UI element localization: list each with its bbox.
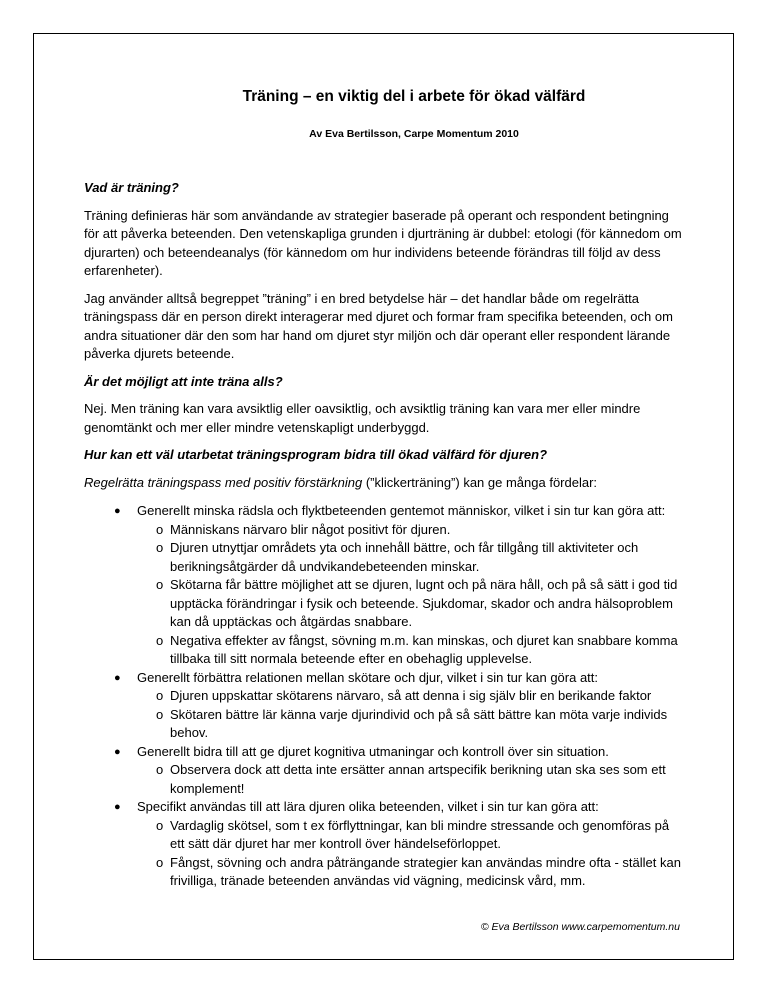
benefits-list xyxy=(84,502,684,891)
sub-bullet-icon: o xyxy=(156,540,164,555)
sub-list-item-text: Negativa effekter av fångst, sövning m.m. kan minskas, och djuret kan snabbare komma tillbaka till sitt normala beteende efter en obehaglig upplevelse. xyxy=(170,632,678,666)
sub-bullet-icon: o xyxy=(156,632,164,648)
sub-list-item-text: Människans närvaro blir något positivt för djuren. xyxy=(170,521,451,537)
list-item xyxy=(84,798,684,891)
paragraph-answer: Nej. Men träning kan vara avsiktlig eller oavsiktlig, och avsiktlig träning kan vara mer eller mindre genomtänkt och mer eller mindre vetenskapligt underbyggd. xyxy=(84,401,641,435)
sub-bullet-icon: o xyxy=(156,521,164,537)
sub-list xyxy=(137,521,684,669)
sub-list-item-text: Skötarna får bättre möjlighet att se djuren, lugnt och på nära håll, och på så sätt i god tid upptäcka förändringar i fysik och beteende. Sjukdomar, skador och andra hälsoproblem kan då upptäckas och åtgärdas snabbare. xyxy=(170,577,678,629)
sub-list-item xyxy=(137,761,684,798)
paragraph-benefits-intro xyxy=(84,474,684,493)
heading-what-is-training: Vad är träning? xyxy=(84,180,179,195)
sub-list-item xyxy=(137,854,684,891)
list-item-text: Generellt förbättra relationen mellan skötare och djur, vilket i sin tur kan göra att: xyxy=(137,669,599,685)
sub-list-item xyxy=(137,521,684,540)
sub-list-item xyxy=(137,817,684,854)
sub-list xyxy=(137,761,684,798)
sub-list-item-text: Djuren utnyttjar områdets yta och innehåll bättre, och får tillgång till aktiviteter och berikningsåtgärder då undvikandebeteenden minskar. xyxy=(170,540,639,574)
bullet-icon: ● xyxy=(114,801,121,813)
list-item-text: Generellt bidra till att ge djuret kognitiva utmaningar och kontroll över sin situation. xyxy=(137,743,609,759)
sub-bullet-icon: o xyxy=(156,688,164,703)
list-item-text: Specifikt användas till att lära djuren olika beteenden, vilket i sin tur kan göra att: xyxy=(137,799,599,814)
sub-list-item xyxy=(137,632,684,669)
list-item xyxy=(84,743,684,799)
bullet-icon: ● xyxy=(114,671,121,684)
sub-list-item-text: Observera dock att detta inte ersätter annan artspecifik berikning utan ska ses som ett komplement! xyxy=(170,762,666,796)
list-item-text: Generellt minska rädsla och flyktbeteenden gentemot människor, vilket i sin tur kan göra att: xyxy=(137,503,666,518)
bullet-icon: ● xyxy=(114,505,121,517)
sub-bullet-icon: o xyxy=(156,854,164,870)
sub-list-item-text: Djuren uppskattar skötarens närvaro, så att denna i sig själv blir en berikande faktor xyxy=(170,688,652,703)
paragraph-definition: Träning definieras här som användande av strategier baserade på operant och respondent betingning för att påverka beteenden. Den vetenskapliga grunden i djurträning är dubbel: etologi (för kännedom om djurarten) och beteendeanalys (för kännedom om hur individens beteende förändras till följd av dess erfarenheter). xyxy=(84,207,682,278)
sub-bullet-icon: o xyxy=(156,577,164,592)
italic-phrase: Regelrätta träningspass med positiv förstärkning xyxy=(84,474,363,490)
page-footer: © Eva Bertilsson www.carpemomentum.nu xyxy=(480,921,680,933)
sub-list-item xyxy=(137,687,684,706)
sub-list-item xyxy=(137,706,684,743)
list-item xyxy=(84,669,684,743)
sub-list xyxy=(137,687,684,743)
document-body xyxy=(84,88,684,891)
sub-list-item-text: Skötaren bättre lär känna varje djurindivid och på så sätt bättre kan möta varje individs behov. xyxy=(170,706,668,740)
bullet-icon: ● xyxy=(114,745,121,758)
document-title: Träning – en viktig del i arbete för ökad välfärd xyxy=(242,88,586,105)
sub-bullet-icon: o xyxy=(156,762,164,777)
list-item xyxy=(84,502,684,669)
document-byline: Av Eva Bertilsson, Carpe Momentum 2010 xyxy=(309,127,519,140)
sub-list-item xyxy=(137,539,684,576)
sub-list-item-text: Vardaglig skötsel, som t ex förflyttningar, kan bli mindre stressande och genomföras på ett sätt där djuret har mer kontroll över händelseförloppet. xyxy=(170,817,670,851)
sub-list-item xyxy=(137,576,684,632)
heading-possible-not-train: Är det möjligt att inte träna alls? xyxy=(84,373,283,389)
sub-bullet-icon: o xyxy=(156,706,164,722)
sub-list xyxy=(137,817,684,891)
paragraph-broad-meaning: Jag använder alltså begreppet ”träning” i en bred betydelse här – det handlar både om regelrätta träningspass där en person direkt interagerar med djuret och formar fram specifika beteenden, och om andra situationer där den som har hand om djuret styr miljön och där operant eller respondent lärande påverka djurets beteende. xyxy=(84,290,673,361)
heading-training-program: Hur kan ett väl utarbetat träningsprogram bidra till ökad välfärd för djuren? xyxy=(84,447,548,462)
sub-bullet-icon: o xyxy=(156,817,164,833)
benefits-intro-rest: (”klickerträning”) kan ge många fördelar: xyxy=(362,474,598,490)
sub-list-item-text: Fångst, sövning och andra påträngande strategier kan användas mindre ofta - stället kan frivilliga, tränade beteenden användas vid vägning, medicinsk vård, mm. xyxy=(170,854,681,888)
